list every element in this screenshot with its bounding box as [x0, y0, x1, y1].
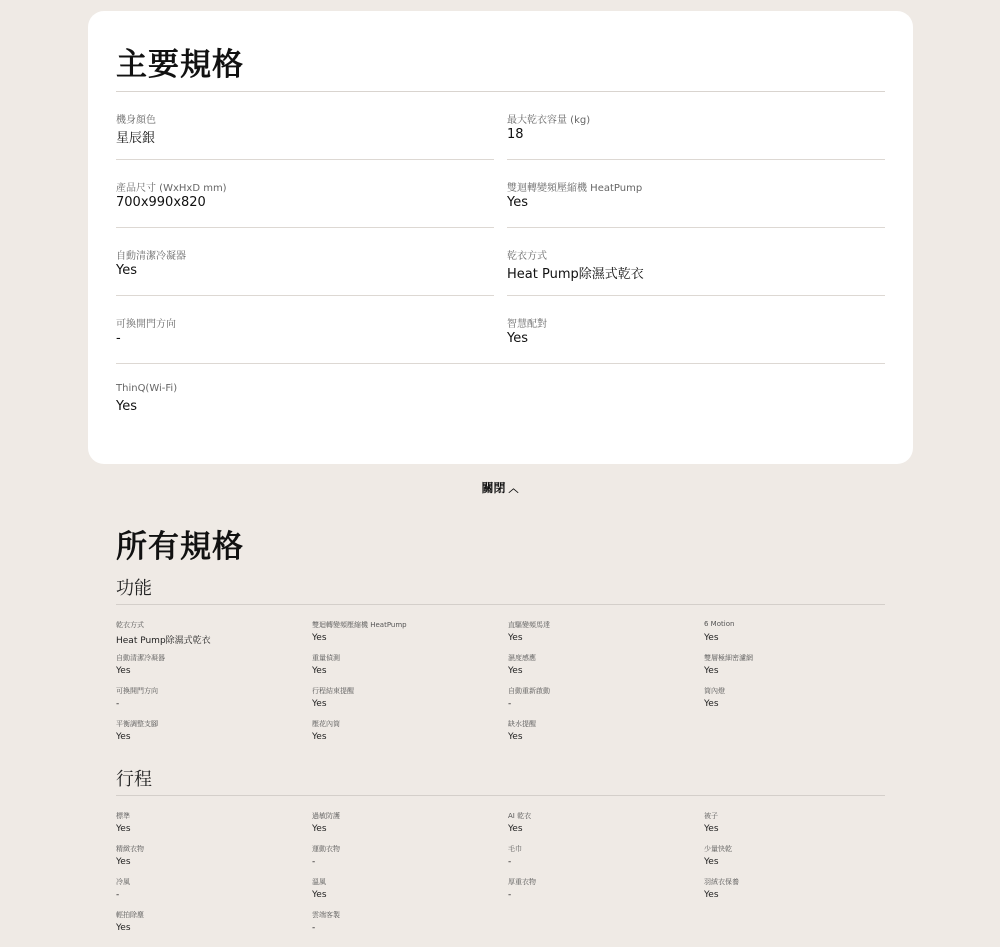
spec-label: 自動清潔冷凝器 [116, 251, 186, 262]
spec-cell [704, 686, 894, 716]
spec-cell-value: - [508, 699, 512, 709]
spec-cell-label: 自動重新啟動 [508, 687, 550, 695]
section-title-programs: 行程 [116, 769, 152, 790]
spec-cell [508, 811, 698, 841]
spec-cell-label: 輕拍除塵 [116, 911, 144, 919]
spec-cell-label: 被子 [704, 812, 718, 820]
spec-value: Yes [507, 195, 528, 210]
spec-cell [312, 653, 502, 683]
spec-cell-label: 行程結束提醒 [312, 687, 354, 695]
spec-cell-value: Yes [312, 824, 327, 834]
spec-cell [116, 910, 306, 940]
spec-cell [508, 844, 698, 874]
spec-label: 機身顏色 [116, 115, 156, 126]
all-specs-title: 所有規格 [116, 529, 244, 565]
spec-cell-label: 標準 [116, 812, 130, 820]
spec-cell [116, 653, 306, 683]
spec-cell-value: Yes [508, 666, 523, 676]
spec-cell-value: Yes [116, 923, 131, 933]
spec-cell-label: 6 Motion [704, 620, 735, 628]
spec-cell-value: Heat Pump除濕式乾衣 [116, 636, 211, 646]
spec-item-smart-pairing [507, 296, 885, 363]
spec-cell-label: 雙層極細密濾網 [704, 654, 753, 662]
spec-item-thinq [116, 364, 494, 431]
spec-cell-label: 可換開門方向 [116, 687, 158, 695]
spec-value: Yes [116, 263, 137, 278]
spec-cell-value: - [508, 857, 512, 867]
spec-cell [116, 811, 306, 841]
spec-cell [116, 620, 306, 650]
spec-cell-value: Yes [704, 857, 719, 867]
spec-cell [312, 844, 502, 874]
spec-cell-value: Yes [704, 633, 719, 643]
spec-cell [312, 877, 502, 907]
spec-cell-label: 毛巾 [508, 845, 522, 853]
spec-cell-label: 重量偵測 [312, 654, 340, 662]
spec-cell-value: - [312, 923, 316, 933]
spec-cell-label: 自動清潔冷凝器 [116, 654, 165, 662]
spec-cell-label: 直驅變頻馬達 [508, 621, 550, 629]
spec-cell-value: Yes [508, 732, 523, 742]
spec-item-color [116, 92, 494, 160]
spec-value: - [116, 331, 121, 346]
spec-cell-value: Yes [508, 633, 523, 643]
spec-cell [116, 719, 306, 749]
spec-label: 智慧配對 [507, 319, 547, 330]
spec-label: 產品尺寸 (WxHxD mm) [116, 183, 227, 194]
spec-cell [116, 686, 306, 716]
spec-cell-label: 少量快乾 [704, 845, 732, 853]
spec-cell-value: Yes [116, 732, 131, 742]
spec-cell [312, 686, 502, 716]
spec-label: 雙迴轉變頻壓縮機 HeatPump [507, 183, 643, 194]
spec-cell [508, 620, 698, 650]
spec-item-dimensions [116, 160, 494, 228]
spec-cell-value: Yes [312, 732, 327, 742]
spec-cell [508, 719, 698, 749]
spec-cell [704, 877, 894, 907]
section-title-features: 功能 [116, 578, 152, 599]
spec-cell-value: - [116, 890, 120, 900]
close-specs-label: 關閉 [481, 481, 506, 495]
spec-value: Yes [116, 399, 137, 414]
spec-cell-label: 羽絨衣保養 [704, 878, 739, 886]
spec-value: 星辰銀 [116, 131, 156, 146]
spec-cell-label: 缺水提醒 [508, 720, 536, 728]
spec-value: Heat Pump除濕式乾衣 [507, 267, 644, 282]
spec-cell-label: 過敏防護 [312, 812, 340, 820]
spec-cell [312, 719, 502, 749]
spec-cell-value: - [116, 699, 120, 709]
spec-cell-label: AI 乾衣 [508, 812, 532, 820]
spec-cell [704, 620, 894, 650]
spec-value: 18 [507, 127, 524, 142]
spec-cell [704, 844, 894, 874]
spec-cell-label: 溫風 [312, 878, 326, 886]
spec-cell [116, 844, 306, 874]
spec-cell [704, 653, 894, 683]
spec-cell-label: 運動衣物 [312, 845, 340, 853]
spec-cell-label: 雙迴轉變頻壓縮機 HeatPump [312, 621, 407, 629]
spec-cell-value: Yes [508, 824, 523, 834]
spec-cell-label: 濕度感應 [508, 654, 536, 662]
spec-cell [508, 653, 698, 683]
spec-cell-label: 筒內燈 [704, 687, 725, 695]
spec-value: Yes [507, 331, 528, 346]
spec-cell-label: 乾衣方式 [116, 621, 144, 629]
spec-cell-label: 厚重衣物 [508, 878, 536, 886]
spec-cell-value: Yes [116, 666, 131, 676]
spec-cell [116, 877, 306, 907]
spec-item-condenser [116, 228, 494, 296]
spec-cell-value: - [508, 890, 512, 900]
spec-cell-value: Yes [116, 824, 131, 834]
spec-label: 可換開門方向 [116, 319, 176, 330]
spec-item-capacity [507, 92, 885, 160]
key-specs-card [88, 11, 913, 464]
spec-cell-value: Yes [312, 666, 327, 676]
spec-cell [312, 811, 502, 841]
spec-cell-label: 雲端客製 [312, 911, 340, 919]
section-divider-features [116, 604, 885, 605]
spec-item-door [116, 296, 494, 363]
spec-cell [508, 877, 698, 907]
spec-cell-value: Yes [312, 890, 327, 900]
spec-cell-value: Yes [312, 699, 327, 709]
spec-item-heatpump [507, 160, 885, 228]
spec-value: 700x990x820 [116, 195, 206, 210]
spec-label: 乾衣方式 [507, 251, 547, 262]
spec-cell-value: Yes [704, 699, 719, 709]
spec-cell-label: 冷風 [116, 878, 130, 886]
spec-cell-value: Yes [116, 857, 131, 867]
spec-cell-value: - [312, 857, 316, 867]
spec-item-drying-method [507, 228, 885, 296]
spec-cell [312, 910, 502, 940]
spec-cell [704, 811, 894, 841]
key-specs-title: 主要規格 [116, 47, 244, 83]
chevron-up-icon: ︿ [508, 484, 519, 495]
spec-cell [312, 620, 502, 650]
spec-cell-value: Yes [312, 633, 327, 643]
spec-label: 最大乾衣容量 (kg) [507, 115, 591, 126]
spec-cell-label: 壓花內筒 [312, 720, 340, 728]
spec-cell [508, 686, 698, 716]
spec-cell-value: Yes [704, 824, 719, 834]
close-specs-button[interactable] [470, 478, 530, 498]
spec-cell-value: Yes [704, 890, 719, 900]
section-divider-programs [116, 795, 885, 796]
spec-cell-label: 平衡調整支腳 [116, 720, 158, 728]
spec-label: ThinQ(Wi-Fi) [116, 383, 178, 394]
spec-cell-value: Yes [704, 666, 719, 676]
spec-cell-label: 精緻衣物 [116, 845, 144, 853]
